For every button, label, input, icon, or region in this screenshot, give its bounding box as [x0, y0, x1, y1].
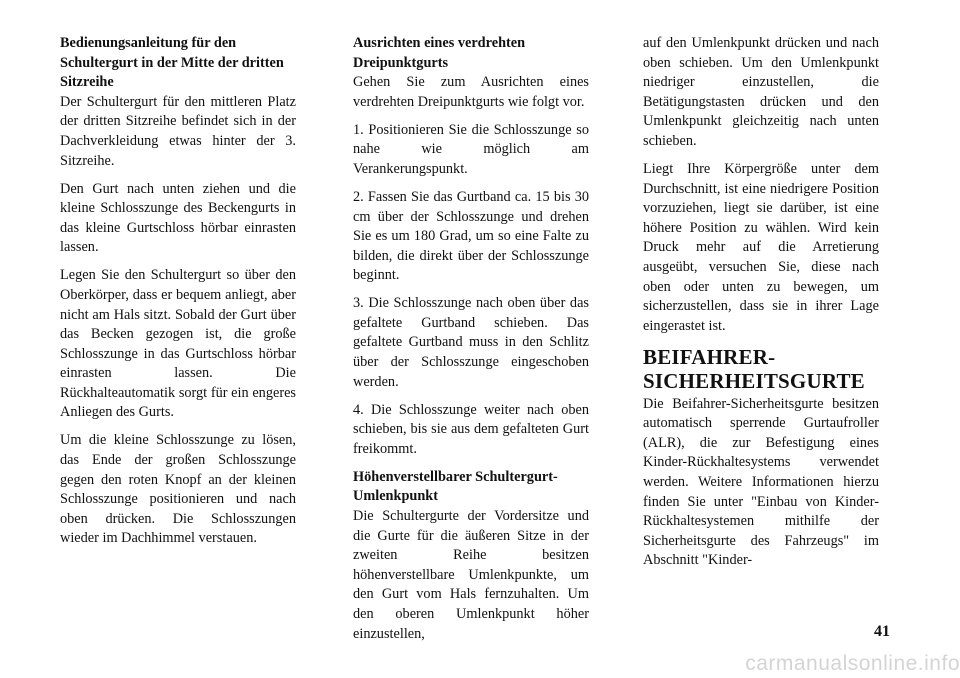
step-2: 2. Fassen Sie das Gurtband ca. 15 bis 30 cm über der Schlosszunge und drehen Sie es um 180 Grad, um so eine Falte zu bilden, die direkt über der Schlosszunge beginnt. [353, 188, 589, 284]
paragraph: Der Schultergurt für den mittleren Platz der dritten Sitzreihe befindet sich in der Dachverkleidung etwas hinter der 3. Sitzreihe. [60, 93, 296, 169]
paragraph: auf den Umlenkpunkt drücken und nach oben schieben. Um den Umlenkpunkt niedriger einzustellen, die Betätigungstasten drücken und den Umlenkpunkt gleichzeitig nach unten schieben. [643, 35, 879, 149]
section-heading-twisted-belt: Ausrichten eines verdrehten Dreipunktgurts [353, 35, 526, 71]
step-1: 1. Positionieren Sie die Schlosszunge so nahe wie möglich am Verankerungspunkt. [353, 121, 589, 177]
column-right [643, 34, 879, 579]
paragraph: Um die kleine Schlosszunge zu lösen, das Ende der großen Schlosszunge gegen den roten Knopf an der kleinen Schlosszunge positionieren und nach oben drücken. Die Schlosszungen wieder im Dachhimmel verstauen. [60, 432, 296, 547]
step-3: 3. Die Schlosszunge nach oben über das gefaltete Gurtband schieben. Das gefaltete Gurtband muss in den Schlitz über der Schlosszunge eingeschoben werden. [353, 295, 589, 390]
column-left [60, 34, 296, 557]
paragraph: Gehen Sie zum Ausrichten eines verdrehten Dreipunktgurts wie folgt vor. [353, 74, 589, 110]
page-number: 41 [874, 623, 890, 640]
paragraph: Legen Sie den Schultergurt so über den Oberkörper, dass er bequem anliegt, aber nicht am Hals sitzt. Sobald der Gurt über das Becken gezogen ist, die große Schlosszunge in das Gurtschloss hörbar einrasten lassen. Die Rückhalteautomatik sorgt für ein engeres Anliegen des Gurts. [60, 267, 296, 421]
paragraph: Die Schultergurte der Vordersitze und die Gurte für die äußeren Sitze in der zweiten Reihe besitzen höhenverstellbare Umlenkpunkte, um den Gurt vom Hals fernzuhalten. Um den oberen Umlenkpunkt höher einzustellen, [353, 508, 589, 642]
section-heading-height-adjuster: Höhenverstellbarer Schultergurt-Umlenkpunkt [353, 468, 558, 505]
paragraph: Den Gurt nach unten ziehen und die kleine Schlosszunge des Beckengurts in das kleine Gurtschloss hörbar einrasten lassen. [60, 180, 296, 256]
section-heading-third-row-belt: Bedienungsanleitung für den Schultergurt in der Mitte der dritten Sitzreihe [60, 35, 284, 91]
watermark: carmanualsonline.info [745, 652, 960, 675]
section-title-passenger-belts: BEIFAHRER-SICHERHEITSGURTE [643, 344, 865, 393]
step-4: 4. Die Schlosszunge weiter nach oben schieben, bis sie aus dem gefalteten Gurt freikommt. [353, 401, 589, 457]
paragraph: Liegt Ihre Körpergröße unter dem Durchschnitt, ist eine niedrigere Position vorzuziehen, liegt sie darüber, ist eine höhere Position zu wählen. Wird kein Druck mehr auf die Arretierung ausgeübt, versuchen Sie, diese nach oben oder unten zu bewegen, um sicherzustellen, dass sie in ihrer Lage eingerastet ist. [643, 160, 879, 334]
column-middle [353, 34, 589, 653]
paragraph: Die Beifahrer-Sicherheitsgurte besitzen automatisch sperrende Gurtaufroller (ALR), die zur Befestigung eines Kinder-Rückhaltesystems verwendet werden. Weitere Informationen hierzu finden Sie unter "Einbau von Kinder-Rückhaltesystemen mithilfe der Sicherheitsgurte des Fahrzeugs" im Abschnitt "Kinder- [643, 395, 879, 569]
